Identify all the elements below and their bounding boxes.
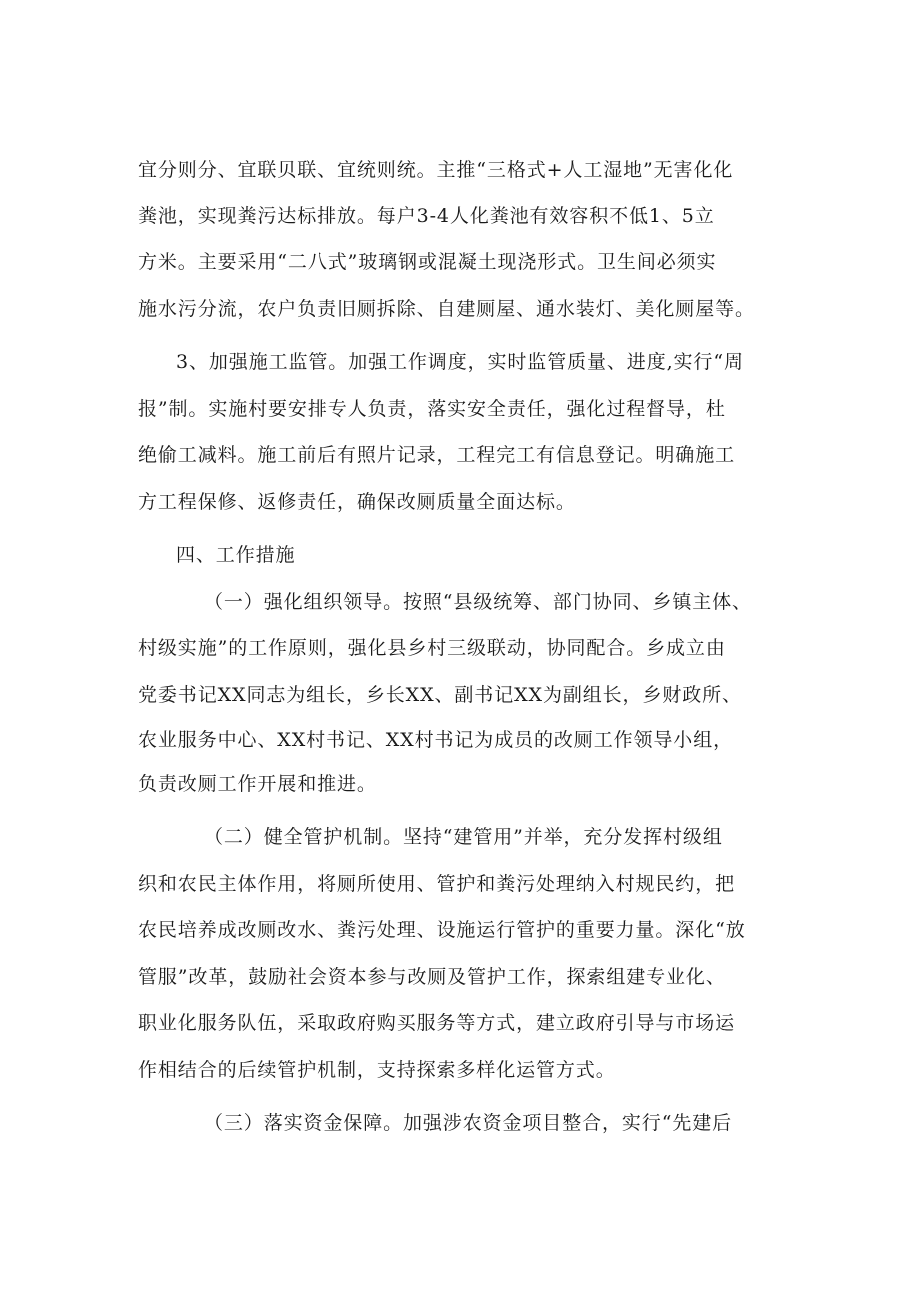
paragraph-line: 方工程保修、返修责任，确保改厕质量全面达标。: [138, 491, 576, 513]
paragraph-line: 方米。主要采用“二八式”玻璃钢或混凝土现浇形式。卫生间必须实: [138, 251, 717, 273]
paragraph-line: 负责改厕工作开展和推进。: [138, 773, 377, 795]
paragraph-line: 施水污分流，农户负责旧厕拆除、自建厕屋、通水装灯、美化厕屋等。: [138, 298, 755, 320]
paragraph-line: 织和农民主体作用，将厕所使用、管护和粪污处理纳入村规民约，把: [138, 873, 736, 895]
paragraph-line: （二）健全管护机制。坚持“建管用”并举，充分发挥村级组: [204, 826, 723, 848]
paragraph-line: 职业化服务队伍，采取政府购买服务等方式，建立政府引导与市场运: [138, 1012, 736, 1034]
paragraph-line: （三）落实资金保障。加强涉农资金项目整合，实行“先建后: [204, 1112, 733, 1134]
paragraph-line: 农民培养成改厕改水、粪污处理、设施运行管护的重要力量。深化“放: [138, 919, 746, 941]
paragraph-line: 宜分则分、宜联贝联、宜统则统。主推“三格式+人工湿地”无害化化: [138, 159, 734, 181]
paragraph-line: 粪池，实现粪污达标排放。每户3-4人化粪池有效容积不低1、5立: [138, 205, 715, 227]
paragraph-line: 报”制。实施村要安排专人负责，落实安全责任，强化过程督导，杜: [138, 398, 726, 420]
paragraph-line: 3、加强施工监管。加强工作调度，实时监管质量、进度,实行“周: [176, 351, 744, 373]
paragraph-line: 绝偷工减料。施工前后有照片记录，工程完工有信息登记。明确施工: [138, 444, 736, 466]
paragraph-line: 管服”改革，鼓励社会资本参与改厕及管护工作，探索组建专业化、: [138, 966, 726, 988]
paragraph-line: 农业服务中心、XX村书记、XX村书记为成员的改厕工作领导小组，: [138, 729, 734, 751]
paragraph-line: 作相结合的后续管护机制，支持探索多样化运管方式。: [138, 1059, 616, 1081]
section-heading: 四、工作措施: [176, 544, 296, 566]
paragraph-line: 党委书记XX同志为组长，乡长XX、副书记XX为副组长，乡财政所、: [138, 684, 742, 706]
paragraph-line: 村级实施”的工作原则，强化县乡村三级联动，协同配合。乡成立由: [138, 637, 726, 659]
paragraph-line: （一）强化组织领导。按照“县级统筹、部门协同、乡镇主体、: [204, 591, 752, 613]
